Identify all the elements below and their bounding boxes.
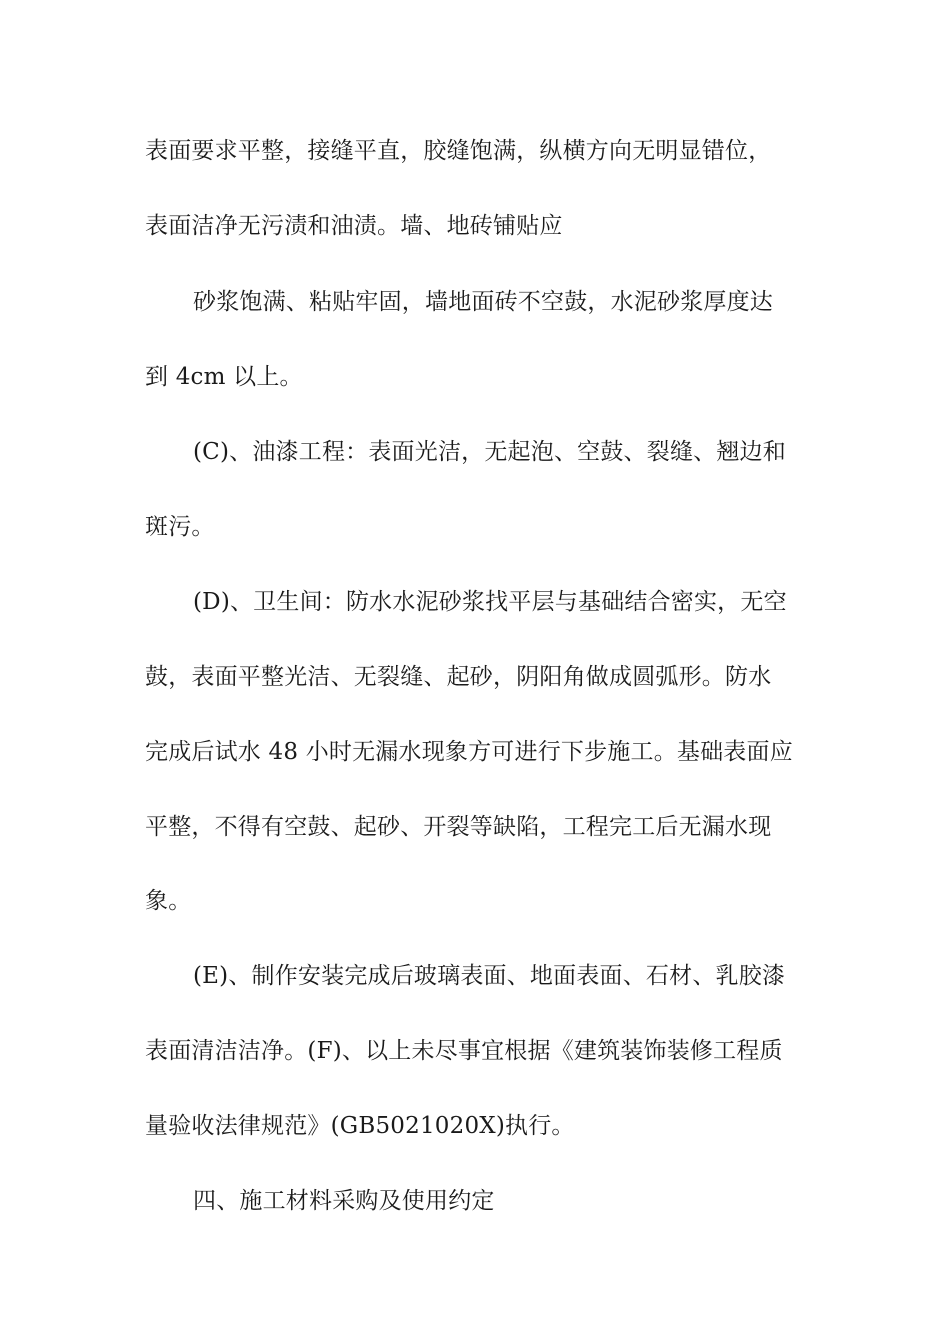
- section-heading: 四、施工材料采购及使用约定: [193, 1188, 495, 1214]
- text-line: 表面洁净无污渍和油渍。墙、地砖铺贴应: [145, 213, 563, 239]
- text-line: 表面要求平整，接缝平直，胶缝饱满，纵横方向无明显错位，: [145, 138, 772, 164]
- text-line: 量验收法律规范》(GB5021020X)执行。: [145, 1113, 575, 1139]
- text-line: 到 4cm 以上。: [145, 364, 303, 390]
- text-line: 砂浆饱满、粘贴牢固，墙地面砖不空鼓，水泥砂浆厚度达: [193, 289, 773, 315]
- text-line: 斑污。: [145, 514, 215, 540]
- text-line: 平整，不得有空鼓、起砂、开裂等缺陷，工程完工后无漏水现: [145, 814, 772, 840]
- text-line: 表面清洁洁净。(F)、以上未尽事宜根据《建筑装饰装修工程质: [145, 1038, 783, 1064]
- text-line: 鼓，表面平整光洁、无裂缝、起砂，阴阳角做成圆弧形。防水: [145, 664, 772, 690]
- text-line: 完成后试水 48 小时无漏水现象方可进行下步施工。基础表面应: [145, 739, 793, 765]
- text-line: (C)、油漆工程：表面光洁，无起泡、空鼓、裂缝、翘边和: [193, 439, 786, 465]
- text-line: (E)、制作安装完成后玻璃表面、地面表面、石材、乳胶漆: [193, 963, 786, 989]
- text-line: (D)、卫生间：防水水泥砂浆找平层与基础结合密实，无空: [193, 589, 787, 615]
- text-line: 象。: [145, 888, 192, 914]
